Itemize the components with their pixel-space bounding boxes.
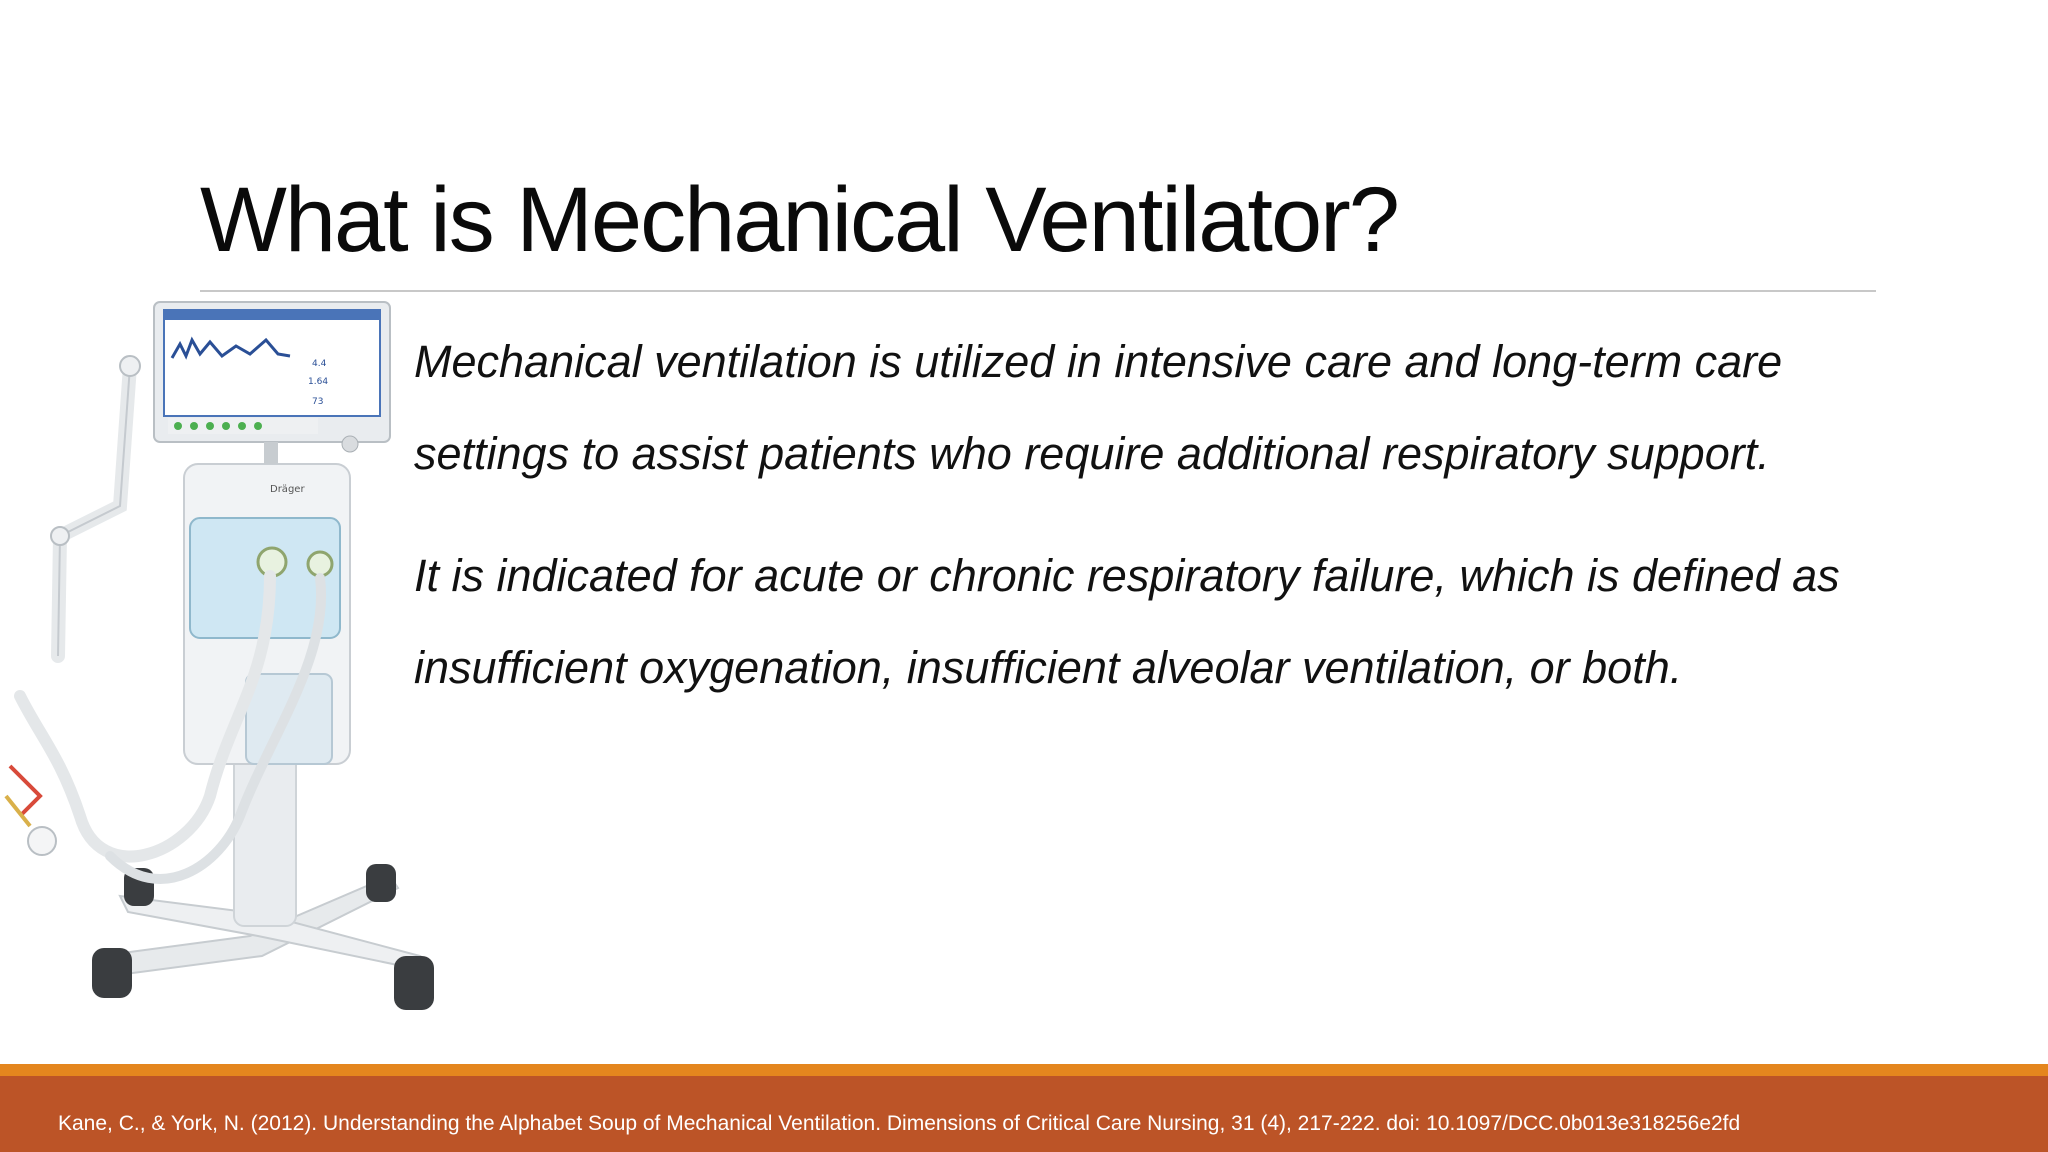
paragraph-2: It is indicated for acute or chronic respiratory failure, which is defined as insufficient oxygenation, insufficient alveolar ventilation, or both. [414,550,1840,693]
body-text [414,316,1884,744]
support-arm [51,356,140,656]
monitor-value-3: 73 [312,397,324,407]
ventilator-image [0,296,440,1026]
slide-title: What is Mechanical Ventilator? [200,169,1398,271]
footer-accent-stripe [0,1064,2048,1076]
monitor-value-2: 1.64 [308,377,329,387]
citation-text: Kane, C., & York, N. (2012). Understanding the Alphabet Soup of Mechanical Ventilation. Dimensions of Critical Care Nursing, 31 (4), 217-222. doi: 10.1097/DCC.0b013e318256e2fd [58,1112,1741,1135]
brand-label: Dräger [270,484,305,495]
monitor-value-1: 4.4 [312,359,327,369]
title-divider [200,290,1876,292]
monitor [154,302,390,464]
paragraph-1: Mechanical ventilation is utilized in intensive care and long-term care settings to assist patients who require additional respiratory support. [414,336,1783,479]
